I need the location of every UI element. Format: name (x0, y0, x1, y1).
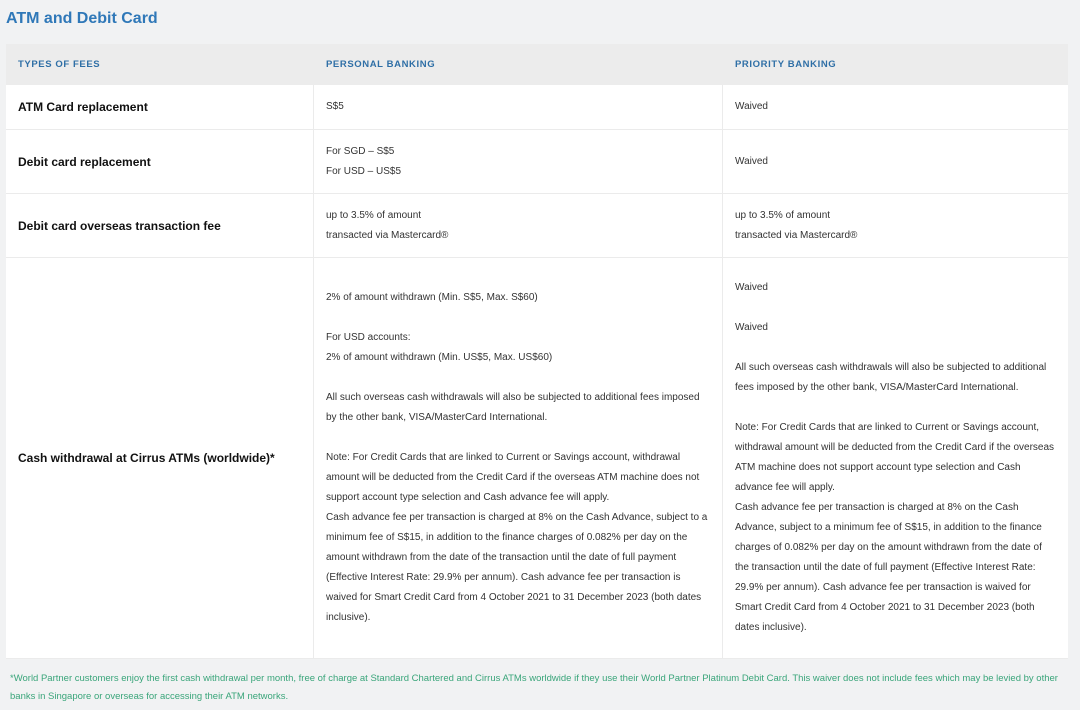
fee-line: transacted via Mastercard® (326, 229, 449, 241)
fee-line: up to 3.5% of amount (326, 209, 422, 221)
personal-atm-card-fee: S$5 (314, 85, 723, 130)
table-row (6, 130, 1068, 194)
personal-debit-card-fee (314, 130, 723, 194)
personal-overseas-fee (314, 194, 723, 258)
fee-paragraph: Cash advance fee per transaction is charged at 8% on the Cash Advance, subject to a minimum fee of S$15, in addition to the finance charges of 0.082% per day on the amount withdrawn from the date of the transaction until the date of full payment (Effective Interest Rate: 29.9% per annum). Cash advance fee per transaction is waived for Smart Credit Card from 4 October 2021 to 31 December 2023 (both dates inclusive). (735, 502, 1042, 633)
footnote: *World Partner customers enjoy the first cash withdrawal per month, free of charge at Standard Chartered and Cirrus ATMs worldwide if they use their World Partner Platinum Debit Card. This waiver does not include fees which may be levied by other banks in Singapore or overseas for accessing their ATM networks. (10, 673, 1058, 702)
fee-paragraph: 2% of amount withdrawn (Min. US$5, Max. US$60) (326, 352, 553, 363)
fee-line: For USD – US$5 (326, 165, 402, 177)
fee-line: transacted via Mastercard® (735, 229, 858, 241)
table-header-row (6, 44, 1068, 85)
fees-table (6, 44, 1068, 659)
fee-paragraph: 2% of amount withdrawn (Min. S$5, Max. S$60) (326, 292, 538, 303)
fee-paragraph: All such overseas cash withdrawals will also be subjected to additional fees imposed by the other bank, VISA/MasterCard International. (735, 362, 1047, 393)
priority-cirrus-fee (723, 258, 1068, 659)
priority-overseas-fee (723, 194, 1068, 258)
priority-atm-card-fee: Waived (723, 85, 1068, 130)
fee-paragraph: Cash advance fee per transaction is charged at 8% on the Cash Advance, subject to a minimum fee of S$15, in addition to the finance charges of 0.082% per day on the amount withdrawn from the date of the transaction until the date of full payment (Effective Interest Rate: 29.9% per annum). Cash advance fee per transaction is waived for Smart Credit Card from 4 October 2021 to 31 December 2023 (both dates inclusive). (326, 512, 708, 623)
header-types-of-fees: TYPES OF FEES (6, 44, 314, 85)
fee-line: up to 3.5% of amount (735, 209, 831, 221)
table-row (6, 194, 1068, 258)
fee-paragraph: For USD accounts: (326, 332, 411, 343)
fee-line: For SGD – S$5 (326, 145, 395, 157)
fee-paragraph: Waived (735, 282, 768, 293)
fee-paragraph: Waived (735, 322, 768, 333)
fee-paragraph: Note: For Credit Cards that are linked to Current or Savings account, withdrawal amount will be deducted from the Credit Card if the overseas ATM machine does not support account type selection and Cash advance fee will apply. (735, 422, 1055, 493)
fee-paragraph: All such overseas cash withdrawals will also be subjected to additional fees imposed by the other bank, VISA/MasterCard International. (326, 392, 700, 423)
row-label-atm-card-replacement: ATM Card replacement (6, 85, 314, 130)
row-label-debit-card-replacement: Debit card replacement (6, 130, 314, 194)
personal-cirrus-fee (314, 258, 723, 659)
row-label-cirrus-cash-withdrawal: Cash withdrawal at Cirrus ATMs (worldwide)* (6, 258, 314, 659)
table-row (6, 85, 1068, 130)
fee-paragraph: Note: For Credit Cards that are linked to Current or Savings account, withdrawal amount will be deducted from the Credit Card if the overseas ATM machine does not support account type selection and Cash advance fee will apply. (326, 452, 700, 503)
table-row (6, 258, 1068, 659)
header-personal-banking: PERSONAL BANKING (314, 44, 723, 85)
priority-debit-card-fee: Waived (723, 130, 1068, 194)
section-title: ATM and Debit Card (6, 10, 158, 27)
header-priority-banking: PRIORITY BANKING (723, 44, 1068, 85)
row-label-overseas-transaction-fee: Debit card overseas transaction fee (6, 194, 314, 258)
